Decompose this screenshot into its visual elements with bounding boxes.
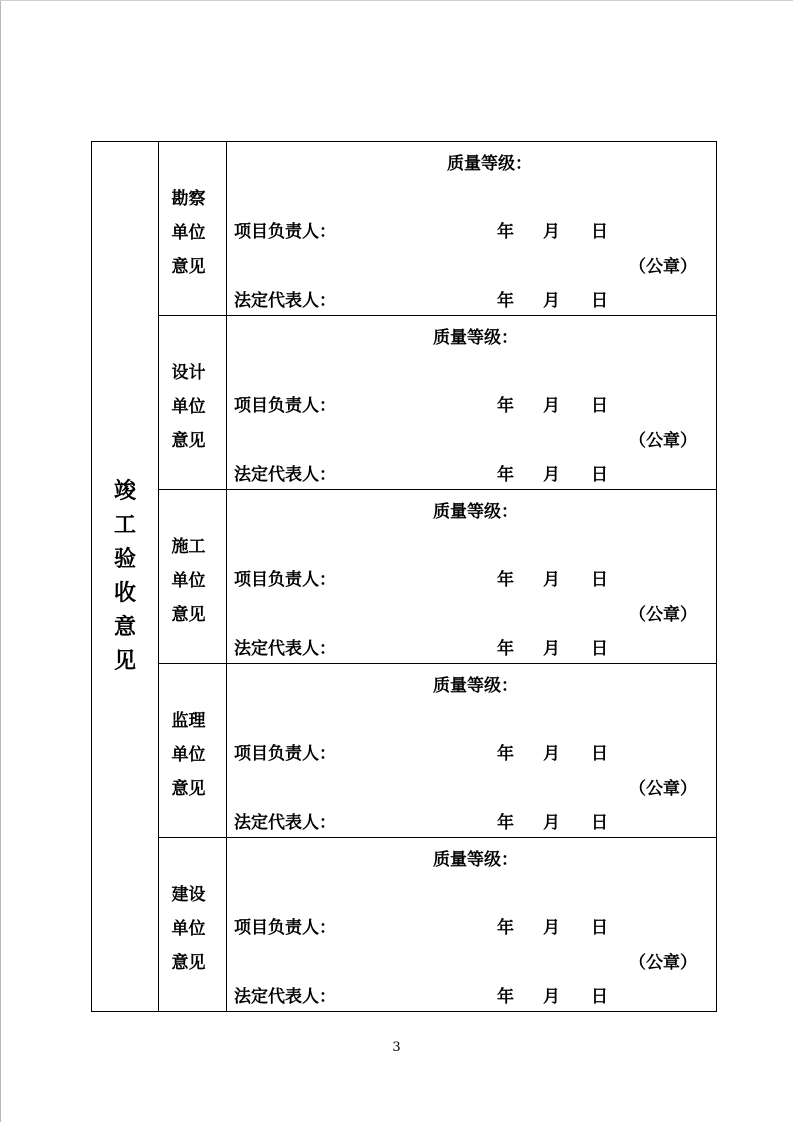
official-seal-label: （公章） bbox=[629, 779, 697, 799]
month-label: 月 bbox=[543, 291, 560, 311]
day-label: 日 bbox=[591, 918, 608, 938]
quality-grade-label: 质量等级： bbox=[433, 328, 518, 348]
table-row bbox=[92, 838, 717, 1012]
legal-representative-label: 法定代表人： bbox=[234, 987, 336, 1007]
day-label: 日 bbox=[591, 291, 608, 311]
day-label: 日 bbox=[591, 744, 608, 764]
day-label: 日 bbox=[591, 639, 608, 659]
opinion-cell[interactable] bbox=[227, 838, 717, 1012]
month-label: 月 bbox=[543, 987, 560, 1007]
month-label: 月 bbox=[543, 918, 560, 938]
unit-label: 建设单位意见 bbox=[171, 884, 206, 973]
month-label: 月 bbox=[543, 396, 560, 416]
unit-label-cell bbox=[159, 142, 227, 316]
month-label: 月 bbox=[543, 222, 560, 242]
table-row bbox=[92, 490, 717, 664]
legal-representative-label: 法定代表人： bbox=[234, 465, 336, 485]
month-label: 月 bbox=[543, 744, 560, 764]
year-label: 年 bbox=[497, 291, 514, 311]
unit-label: 设计单位意见 bbox=[171, 362, 206, 451]
year-label: 年 bbox=[497, 918, 514, 938]
page-number: 3 bbox=[392, 1040, 401, 1055]
opinion-cell[interactable] bbox=[227, 664, 717, 838]
project-leader-label: 项目负责人： bbox=[234, 744, 336, 764]
month-label: 月 bbox=[543, 813, 560, 833]
project-leader-label: 项目负责人： bbox=[234, 396, 336, 416]
opinion-cell[interactable] bbox=[227, 142, 717, 316]
year-label: 年 bbox=[497, 570, 514, 590]
day-label: 日 bbox=[591, 987, 608, 1007]
day-label: 日 bbox=[591, 396, 608, 416]
day-label: 日 bbox=[591, 570, 608, 590]
legal-representative-label: 法定代表人： bbox=[234, 813, 336, 833]
page-edge-top bbox=[0, 0, 793, 1]
month-label: 月 bbox=[543, 639, 560, 659]
year-label: 年 bbox=[497, 396, 514, 416]
day-label: 日 bbox=[591, 465, 608, 485]
quality-grade-label: 质量等级： bbox=[447, 154, 532, 174]
year-label: 年 bbox=[497, 465, 514, 485]
quality-grade-label: 质量等级： bbox=[433, 676, 518, 696]
official-seal-label: （公章） bbox=[629, 953, 697, 973]
table-row bbox=[92, 664, 717, 838]
quality-grade-label: 质量等级： bbox=[433, 850, 518, 870]
unit-label: 监理单位意见 bbox=[171, 710, 206, 799]
year-label: 年 bbox=[497, 222, 514, 242]
unit-label-cell bbox=[159, 838, 227, 1012]
year-label: 年 bbox=[497, 987, 514, 1007]
official-seal-label: （公章） bbox=[629, 605, 697, 625]
unit-label: 施工单位意见 bbox=[171, 536, 206, 625]
table-row bbox=[92, 142, 717, 316]
opinion-cell[interactable] bbox=[227, 490, 717, 664]
form-title: 竣工验收意见 bbox=[113, 478, 136, 674]
project-leader-label: 项目负责人： bbox=[234, 918, 336, 938]
legal-representative-label: 法定代表人： bbox=[234, 291, 336, 311]
month-label: 月 bbox=[543, 570, 560, 590]
year-label: 年 bbox=[497, 744, 514, 764]
unit-label-cell bbox=[159, 316, 227, 490]
opinion-cell[interactable] bbox=[227, 316, 717, 490]
official-seal-label: （公章） bbox=[629, 431, 697, 451]
year-label: 年 bbox=[497, 813, 514, 833]
form-title-cell bbox=[92, 142, 159, 1012]
month-label: 月 bbox=[543, 465, 560, 485]
day-label: 日 bbox=[591, 813, 608, 833]
project-leader-label: 项目负责人： bbox=[234, 570, 336, 590]
legal-representative-label: 法定代表人： bbox=[234, 639, 336, 659]
day-label: 日 bbox=[591, 222, 608, 242]
project-leader-label: 项目负责人： bbox=[234, 222, 336, 242]
unit-label-cell bbox=[159, 664, 227, 838]
completion-acceptance-table bbox=[91, 141, 717, 1012]
quality-grade-label: 质量等级： bbox=[433, 502, 518, 522]
unit-label-cell bbox=[159, 490, 227, 664]
table-row bbox=[92, 316, 717, 490]
unit-label: 勘察单位意见 bbox=[171, 188, 206, 277]
page-edge-left bbox=[0, 0, 1, 1122]
official-seal-label: （公章） bbox=[629, 257, 697, 277]
year-label: 年 bbox=[497, 639, 514, 659]
